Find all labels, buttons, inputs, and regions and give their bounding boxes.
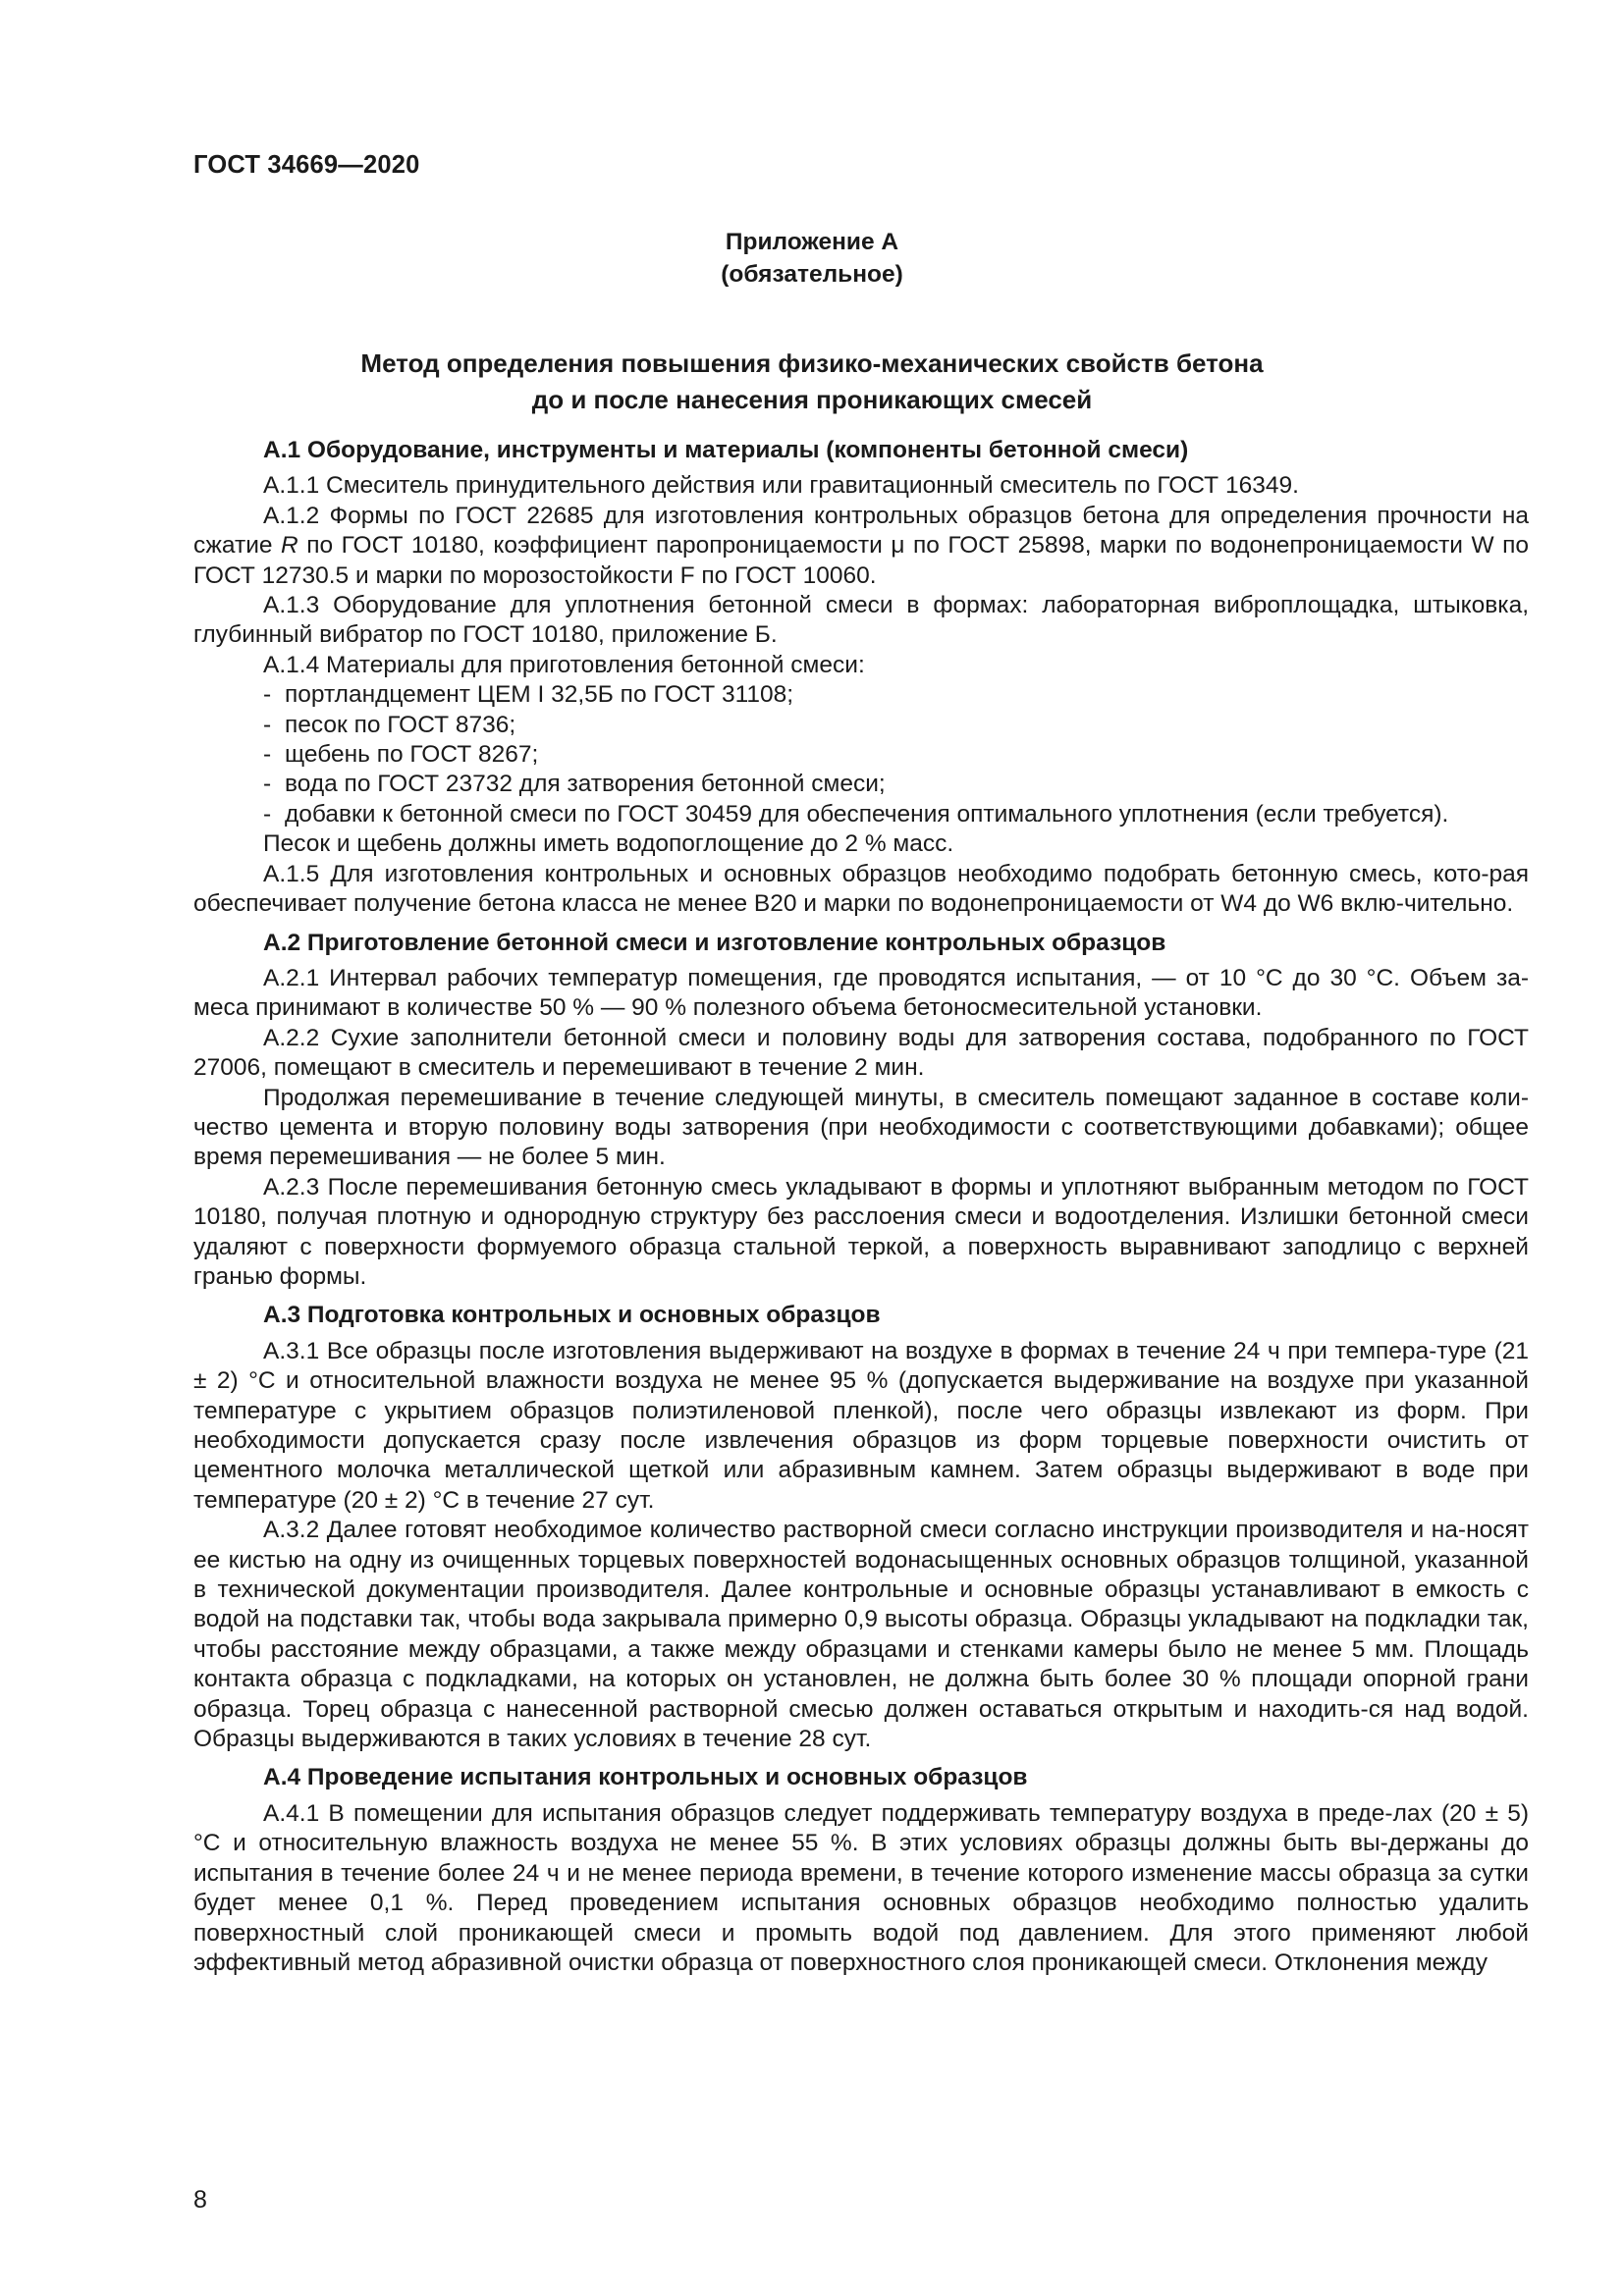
section-heading-a4: А.4 Проведение испытания контрольных и основных образцов [263, 1764, 1028, 1791]
document-body [193, 436, 1529, 1978]
paragraph-a1-1: А.1.1 Смеситель принудительного действия или гравитационный смеситель по ГОСТ 16349. [263, 472, 1299, 500]
document-code: ГОСТ 34669—2020 [193, 151, 420, 179]
paragraph-a1-2-part2: по ГОСТ 10180, коэффициент паропроницаемости μ по ГОСТ 25898, марки по водонепроницаемости W по ГОСТ 12730.5 и марки по морозостойкости F по ГОСТ 10060. [193, 532, 1529, 589]
paragraph-a4-1: А.4.1 В помещении для испытания образцов следует поддерживать температуру воздуха в преде-лах (20 ± 5) °С и относительную влажность воздуха не менее 55 %. В этих условиях образцы должны быть вы-держаны до испытания в течение более 24 ч и не менее периода времени, в течение которого изменение массы образца за сутки будет менее 0,1 %. Перед проведением испытания основных образцов необходимо полностью удалить поверхностный слой проникающей смеси и промыть водой под давлением. Для этого применяют любой эффективный метод абразивной очистки образца от поверхностного слоя проникающей смеси. Отклонения между [193, 1799, 1529, 1976]
list-item [193, 680, 1529, 710]
page-number: 8 [193, 2186, 207, 2214]
paragraph-a2-2-continued: Продолжая перемешивание в течение следующей минуты, в смеситель помещают заданное в составе коли-чество цемента и вторую половину воды затворения (при необходимости с соответствующими добавками); общее время перемешивания — не более 5 мин. [193, 1084, 1529, 1171]
list-item-text: щебень по ГОСТ 8267; [285, 741, 539, 769]
list-marker: - [263, 741, 272, 769]
paragraph-a1-4-note: Песок и щебень должны иметь водопоглощение до 2 % масс. [263, 830, 954, 858]
list-marker: - [263, 771, 272, 798]
list-item-text: песок по ГОСТ 8736; [285, 711, 516, 738]
paragraph-a2-1: А.2.1 Интервал рабочих температур помещения, где проводятся испытания, — от 10 °С до 30 °С. Объем за-меса принимают в количестве 50 % — 90 % полезного объема бетоносмесительной установки. [193, 964, 1529, 1022]
list-marker: - [263, 800, 272, 828]
strength-symbol-r: R [281, 532, 298, 560]
method-title-line-1: Метод определения повышения физико-механических свойств бетона [360, 348, 1264, 378]
list-marker: - [263, 711, 272, 738]
annex-title: Приложение А [725, 229, 899, 255]
paragraph-a1-2 [193, 502, 1529, 591]
paragraph-a1-5: А.1.5 Для изготовления контрольных и основных образцов необходимо подобрать бетонную смесь, кото-рая обеспечивает получение бетона класса не менее В20 и марки по водонепроницаемости от W4 до W6 вклю-чительно. [193, 860, 1529, 918]
paragraph-a1-3: А.1.3 Оборудование для уплотнения бетонной смеси в формах: лабораторная виброплощадка, штыковка, глубинный вибратор по ГОСТ 10180, приложение Б. [193, 592, 1529, 649]
list-item [193, 740, 1529, 770]
paragraph-a2-2: А.2.2 Сухие заполнители бетонной смеси и половину воды для затворения состава, подобранного по ГОСТ 27006, помещают в смеситель и перемешивают в течение 2 мин. [193, 1024, 1529, 1082]
method-title [0, 346, 1624, 418]
annex-heading [0, 226, 1624, 291]
list-item-text: портландцемент ЦЕМ I 32,5Б по ГОСТ 31108; [285, 681, 794, 709]
list-item-text: вода по ГОСТ 23732 для затворения бетонной смеси; [285, 771, 886, 798]
section-heading-a2: А.2 Приготовление бетонной смеси и изготовление контрольных образцов [263, 929, 1166, 956]
list-item [193, 770, 1529, 799]
paragraph-a1-2-part1: А.1.2 Формы по ГОСТ 22685 для изготовления контрольных образцов бетона для определения прочности на сжатие [193, 502, 1529, 560]
paragraph-a3-2: А.3.2 Далее готовят необходимое количество растворной смеси согласно инструкции производителя и на-носят ее кистью на одну из очищенных торцевых поверхностей водонасыщенных основных образцов толщиной, указанной в технической документации производителя. Далее контрольные и основные образцы устанавливают в емкость с водой на подставки так, чтобы вода закрывала примерно 0,9 высоты образца. Образцы укладывают на подкладки так, чтобы расстояние между образцами, а также между образцами и стенками камеры было не менее 5 мм. Площадь контакта образца с подкладками, на которых он установлен, не должна быть более 30 % площади опорной грани образца. Торец образца с нанесенной растворной смесью должен оставаться открытым и находить-ся над водой. Образцы выдерживаются в таких условиях в течение 28 сут. [193, 1517, 1529, 1753]
section-heading-a3: А.3 Подготовка контрольных и основных образцов [263, 1302, 881, 1329]
annex-status: (обязательное) [721, 261, 903, 288]
method-title-line-2: до и после нанесения проникающих смесей [531, 385, 1093, 414]
paragraph-a1-4: А.1.4 Материалы для приготовления бетонной смеси: [263, 651, 865, 678]
list-item-text: добавки к бетонной смеси по ГОСТ 30459 для обеспечения оптимального уплотнения (если требуется). [285, 800, 1449, 828]
list-marker: - [263, 681, 272, 709]
list-item [193, 800, 1529, 829]
paragraph-a3-1: А.3.1 Все образцы после изготовления выдерживают на воздухе в формах в течение 24 ч при темпера-туре (21 ± 2) °С и относительной влажности воздуха не менее 95 % (допускается выдерживание на воздухе при указанной температуре с укрытием образцов полиэтиленовой пленкой), после чего образцы извлекают из форм. При необходимости допускается сразу после извлечения образцов из форм торцевые поверхности очистить от цементного молочка металлической щеткой или абразивным камнем. Затем образцы выдерживают в воде при температуре (20 ± 2) °С в течение 27 сут. [193, 1337, 1529, 1514]
paragraph-a2-3: А.2.3 После перемешивания бетонную смесь укладывают в формы и уплотняют выбранным методом по ГОСТ 10180, получая плотную и однородную структуру без расслоения смеси и водоотделения. Излишки бетонной смеси удаляют с поверхности формуемого образца стальной теркой, а поверхность выравнивают заподлицо с верхней гранью формы. [193, 1173, 1529, 1290]
section-heading-a1: А.1 Оборудование, инструменты и материалы (компоненты бетонной смеси) [263, 437, 1189, 463]
list-item [193, 711, 1529, 740]
